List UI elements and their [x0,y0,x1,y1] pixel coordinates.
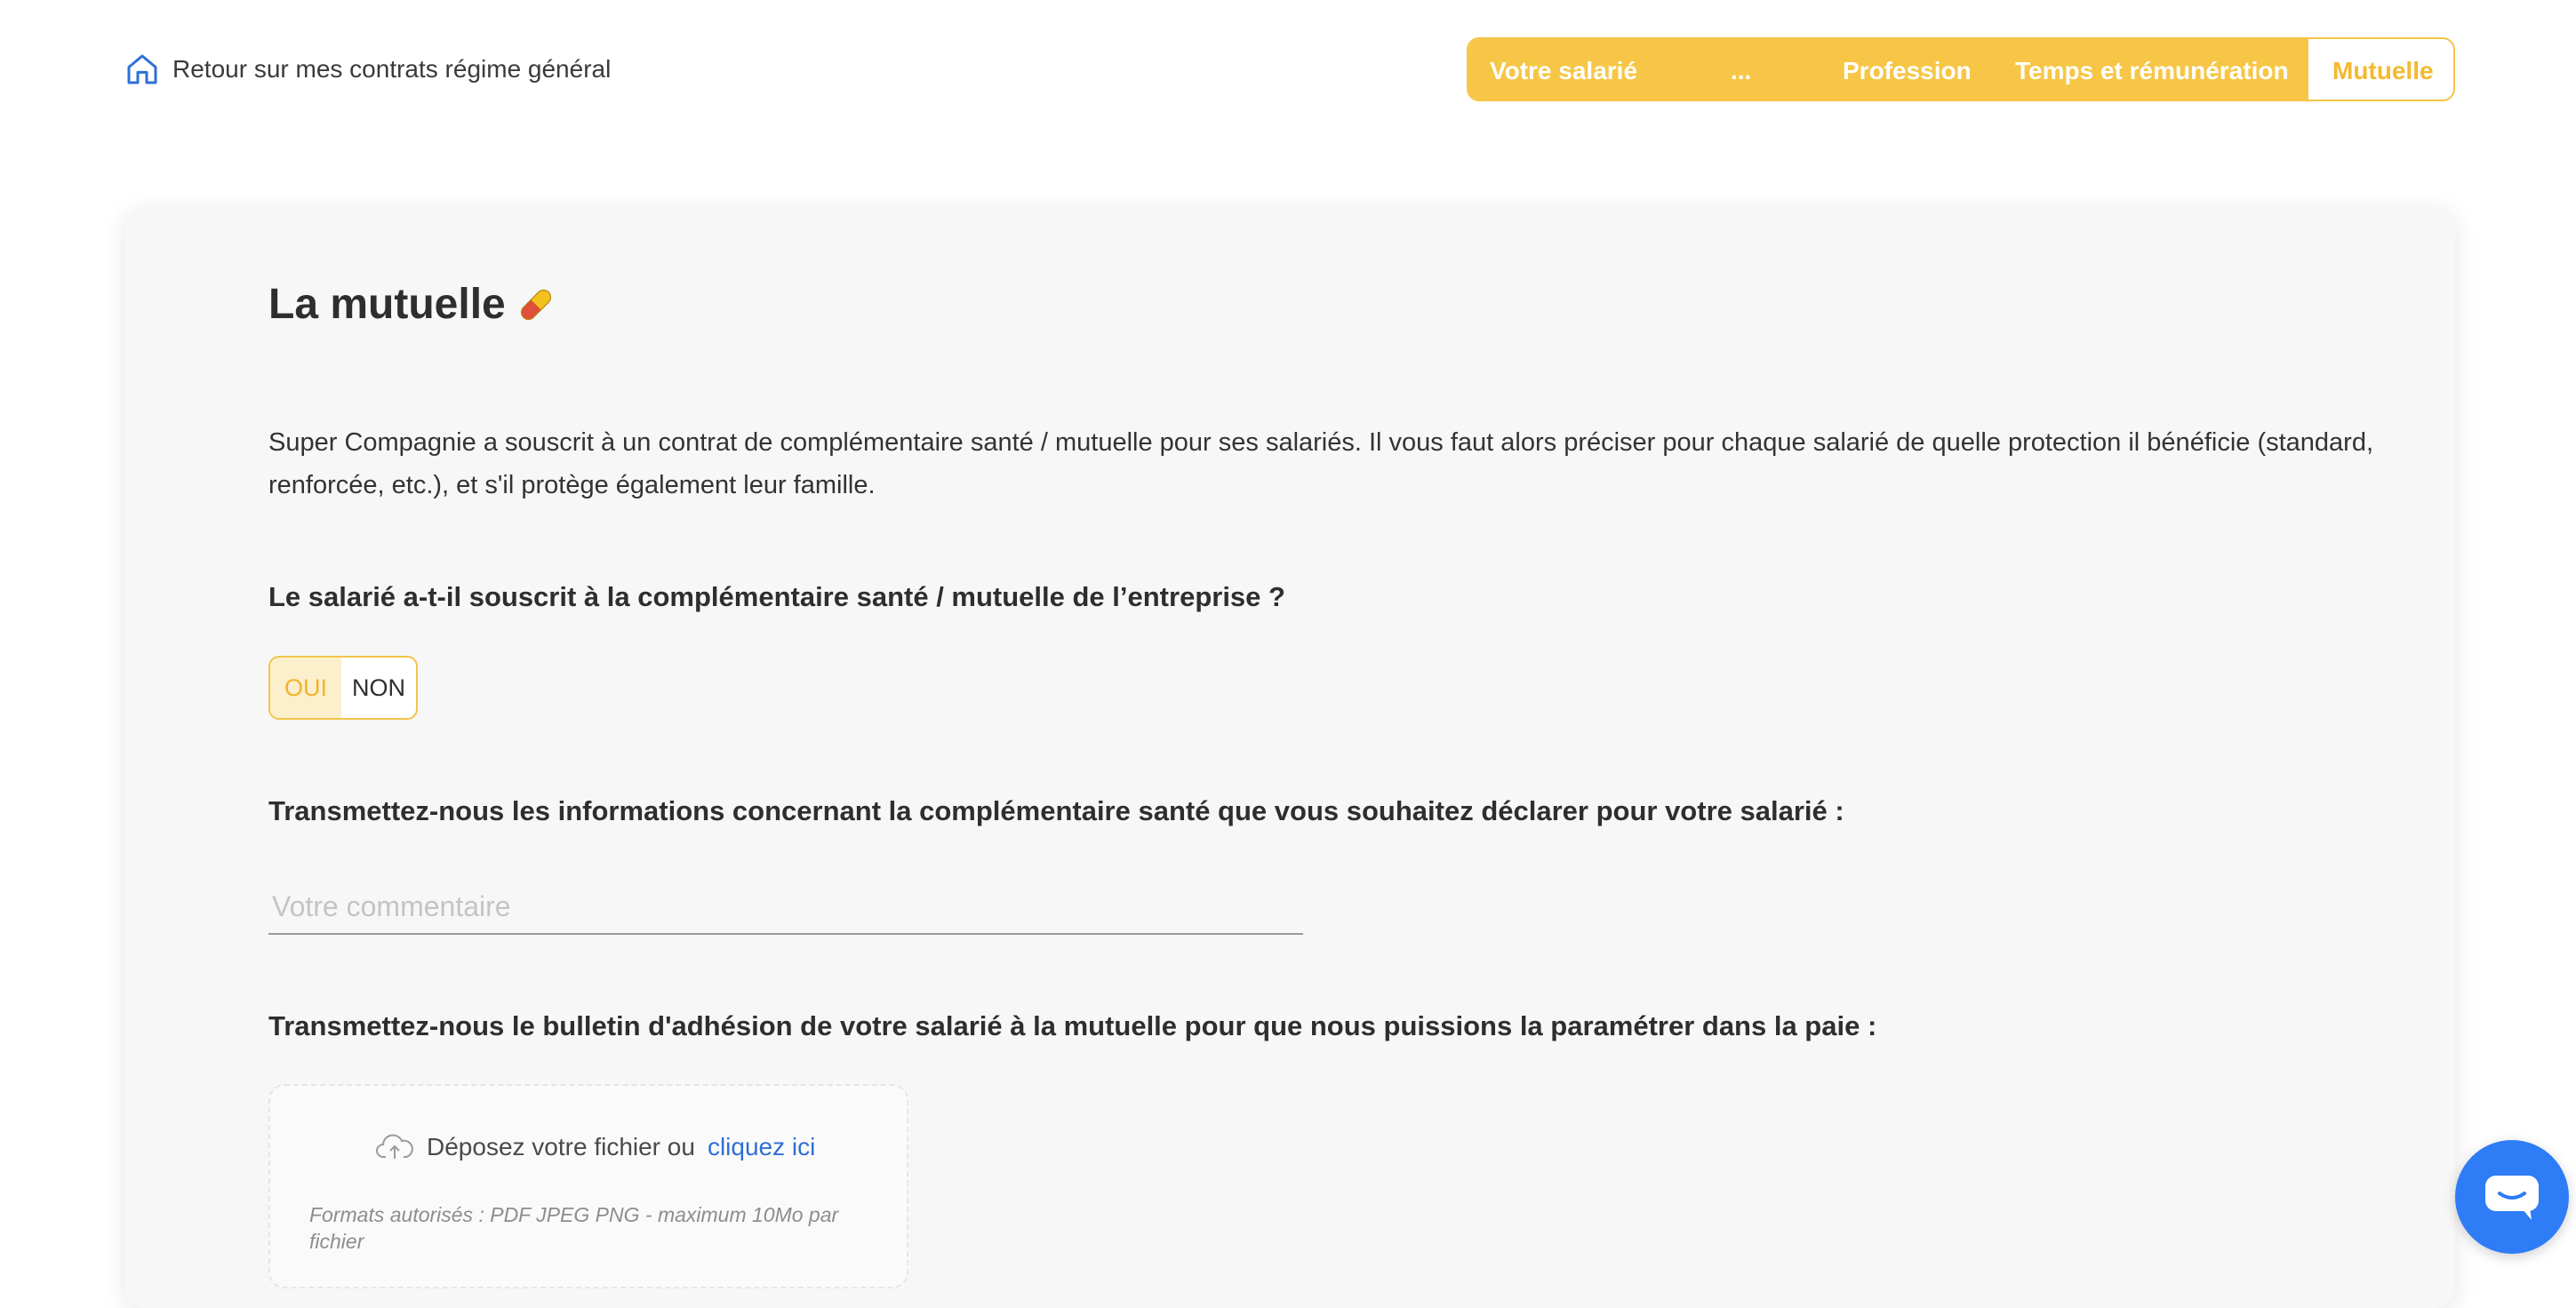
question-subscribed: Le salarié a-t-il souscrit à la complémentaire santé / mutuelle de l’entreprise ? [268,581,1285,612]
dropzone-prompt [375,1132,815,1162]
question-info: Transmettez-nous les informations concernant la complémentaire santé que vous souhaitez déclarer pour votre salarié : [268,795,1844,826]
step-votre-salarie[interactable]: Votre salarié [1490,57,1638,84]
home-icon [124,52,160,87]
chat-icon [2484,1172,2540,1222]
question-upload: Transmettez-nous le bulletin d'adhésion de votre salarié à la mutuelle pour que nous puissions la paramétrer dans la paie : [268,1010,1877,1041]
cloud-upload-icon [375,1132,414,1162]
yes-no-toggle[interactable] [268,656,418,720]
dropzone-text: Déposez votre fichier ou [427,1133,695,1160]
comment-input[interactable] [268,880,1303,935]
step-mutuelle[interactable]: Mutuelle [2332,57,2434,84]
chat-button[interactable] [2455,1140,2569,1254]
step-ellipsis[interactable]: ... [1731,57,1752,84]
page-title-text: La mutuelle [268,281,506,328]
toggle-no-option[interactable]: NON [352,674,405,701]
intro-paragraph: Super Compagnie a souscrit à un contrat de complémentaire santé / mutuelle pour ses salariés. Il vous faut alors préciser pour chaque salarié de quelle protection il bénéficie (standard, renforcée, etc.), et s'il protège également leur famille. [268,428,2374,499]
back-link-label: Retour sur mes contrats régime général [172,55,612,83]
progress-stepper [1467,37,2455,101]
step-temps-remuneration[interactable]: Temps et rémunération [2015,57,2289,84]
toggle-yes-option[interactable]: OUI [270,658,341,718]
click-here-link[interactable]: cliquez ici [707,1133,816,1160]
step-profession[interactable]: Profession [1843,57,1972,84]
page-title [268,280,556,329]
file-dropzone[interactable] [268,1084,908,1288]
back-link[interactable] [124,52,611,87]
pill-icon [516,285,556,324]
allowed-formats-note: Formats autorisés : PDF JPEG PNG - maximum 10Mo par fichier [309,1203,839,1253]
